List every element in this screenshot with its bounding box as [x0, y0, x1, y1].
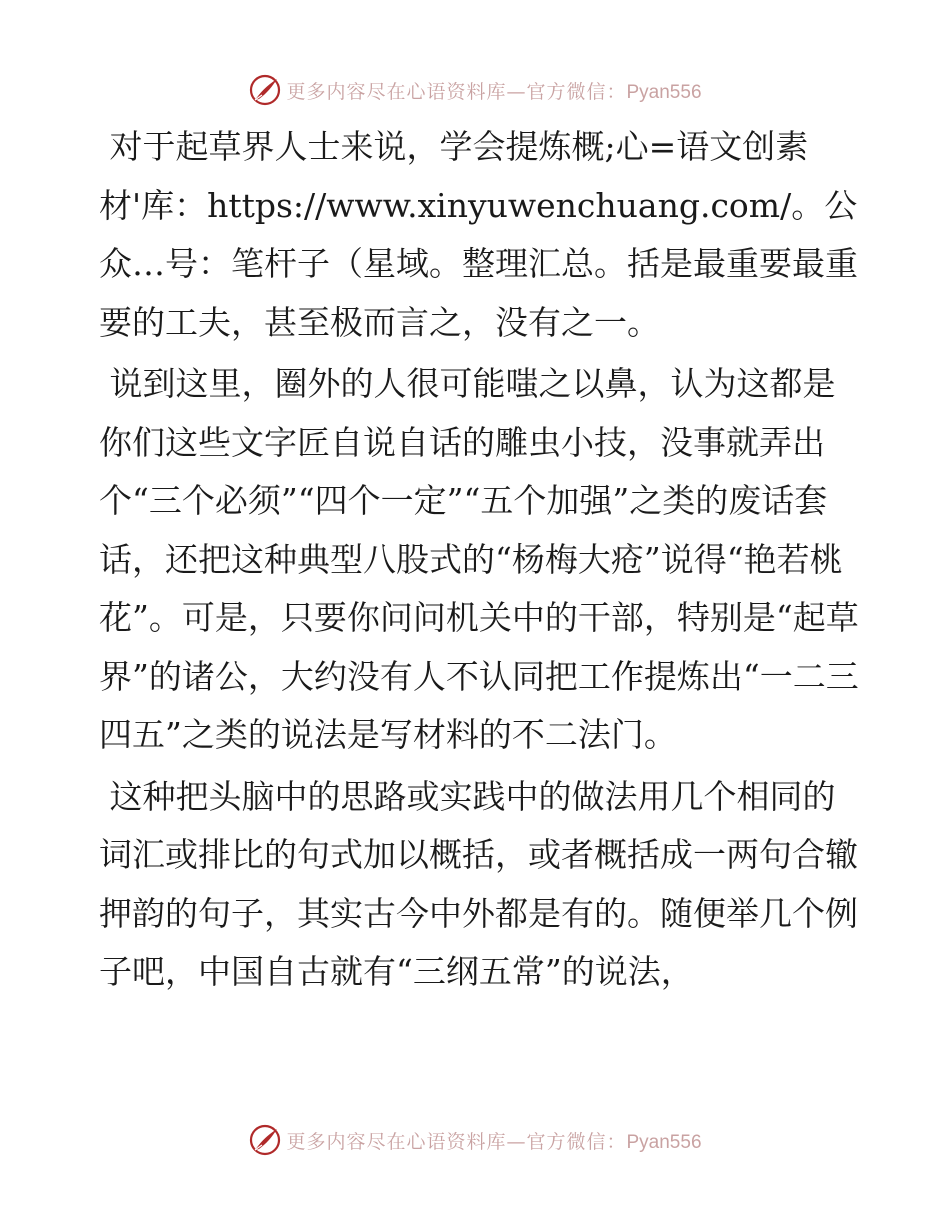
- paragraph-2: 说到这里，圈外的人很可能嗤之以鼻，认为这都是你们这些文字匠自说自话的雕虫小技，没事就弄出个“三个必须”“四个一定”“五个加强”之类的废话套话，还把这种典型八股式的“杨梅大疮”说得“艳若桃花”。可是，只要你问问机关中的干部，特别是“起草界”的诸公，大约没有人不认同把工作提炼出“一二三四五”之类的说法是写材料的不二法门。: [99, 364, 859, 754]
- quill-pen-logo-icon: [248, 1123, 282, 1157]
- article-body: [99, 118, 859, 1002]
- footer-wechat-id: Pyan556: [626, 1131, 702, 1153]
- paragraph-3: 这种把头脑中的思路或实践中的做法用几个相同的词汇或排比的句式加以概括，或者概括成一两句合辙押韵的句子，其实古今中外都是有的。随便举几个例子吧，中国自古就有“三纲五常”的说法，: [99, 776, 858, 991]
- footer-watermark-banner: [0, 1120, 950, 1160]
- header-watermark-label: 更多内容尽在心语资料库—官方微信：: [286, 80, 627, 103]
- header-watermark-text: [286, 77, 701, 104]
- paragraph-1: 对于起草界人士来说，学会提炼概;心=语文创素材'库：https://www.xinyuwenchuang.com/。公众…号：笔杆子（星域。整理汇总。括是最重要最重要的工夫，甚至极而言之，没有之一。: [99, 127, 858, 342]
- footer-watermark-label: 更多内容尽在心语资料库—官方微信：: [286, 1130, 627, 1153]
- header-watermark-banner: [0, 70, 950, 110]
- footer-watermark-text: [286, 1127, 701, 1154]
- header-wechat-id: Pyan556: [626, 81, 702, 103]
- quill-pen-logo-icon: [248, 73, 282, 107]
